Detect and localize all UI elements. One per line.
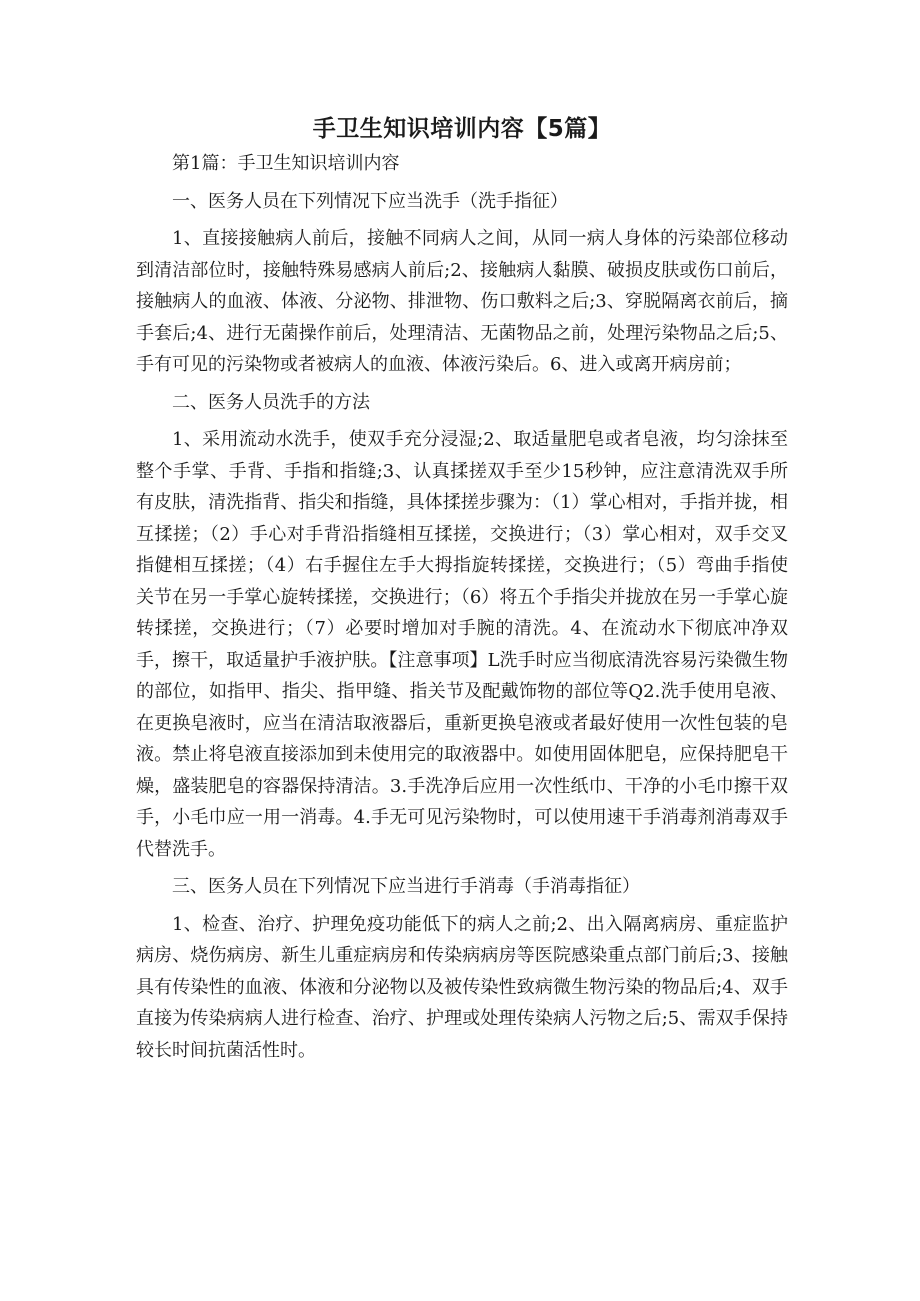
section-heading: 三、医务人员在下列情况下应当进行手消毒（手消毒指征） bbox=[172, 876, 640, 897]
document-title: 手卫生知识培训内容【5篇】 bbox=[312, 116, 612, 142]
section-heading: 第1篇：手卫生知识培训内容 bbox=[172, 153, 400, 174]
body-paragraph: 1、检查、治疗、护理免疫功能低下的病人之前;2、出入隔离病房、重症监护病房、烧伤病房、新生儿重症病房和传染病病房等医院感染重点部门前后;3、接触具有传染性的血液、体液和分泌物以及被传染性致病微生物污染的物品后;4、双手直接为传染病病人进行检查、治疗、护理或处理传染病人污物之后;5、需双手保持较长时间抗菌活性时。 bbox=[136, 913, 788, 1061]
body-paragraph: 1、采用流动水洗手，使双手充分浸湿;2、取适量肥皂或者皂液，均匀涂抹至整个手掌、手背、手指和指缝;3、认真揉搓双手至少15秒钟，应注意清洗双手所有皮肤，清洗指背、指尖和指缝，具体揉搓步骤为：（1）掌心相对，手指并拢，相互揉搓；（2）手心对手背沿指缝相互揉搓，交换进行；（3）掌心相对，双手交叉指健相互揉搓；（4）右手握住左手大拇指旋转揉搓，交换进行；（5）弯曲手指使关节在另一手掌心旋转揉搓，交换进行；（6）将五个手指尖并拢放在另一手掌心旋转揉搓，交换进行；（7）必要时增加对手腕的清洗。4、在流动水下彻底冲净双手，擦干，取适量护手液护肤。【注意事项】L洗手时应当彻底清洗容易污染微生物的部位，如指甲、指尖、指甲缝、指关节及配戴饰物的部位等Q2.洗手使用皂液、在更换皂液时，应当在清洁取液器后，重新更换皂液或者最好使用一次性包装的皂液。禁止将皂液直接添加到未使用完的取液器中。如使用固体肥皂，应保持肥皂干燥，盛装肥皂的容器保持清洁。3.手洗净后应用一次性纸巾、干净的小毛巾擦干双手，小毛巾应一用一消毒。4.手无可见污染物时，可以使用速干手消毒剂消毒双手代替洗手。 bbox=[136, 429, 788, 860]
section-heading: 二、医务人员洗手的方法 bbox=[172, 391, 370, 413]
body-paragraph: 1、直接接触病人前后，接触不同病人之间，从同一病人身体的污染部位移动到清洁部位时，接触特殊易感病人前后;2、接触病人黏膜、破损皮肤或伤口前后，接触病人的血液、体液、分泌物、排泄物、伤口敷料之后;3、穿脱隔离衣前后，摘手套后;4、进行无菌操作前后，处理清洁、无菌物品之前，处理污染物品之后;5、手有可见的污染物或者被病人的血液、体液污染后。6、进入或离开病房前； bbox=[136, 228, 788, 375]
document-page bbox=[136, 112, 788, 1072]
section-heading: 一、医务人员在下列情况下应当洗手（洗手指征） bbox=[172, 190, 568, 212]
